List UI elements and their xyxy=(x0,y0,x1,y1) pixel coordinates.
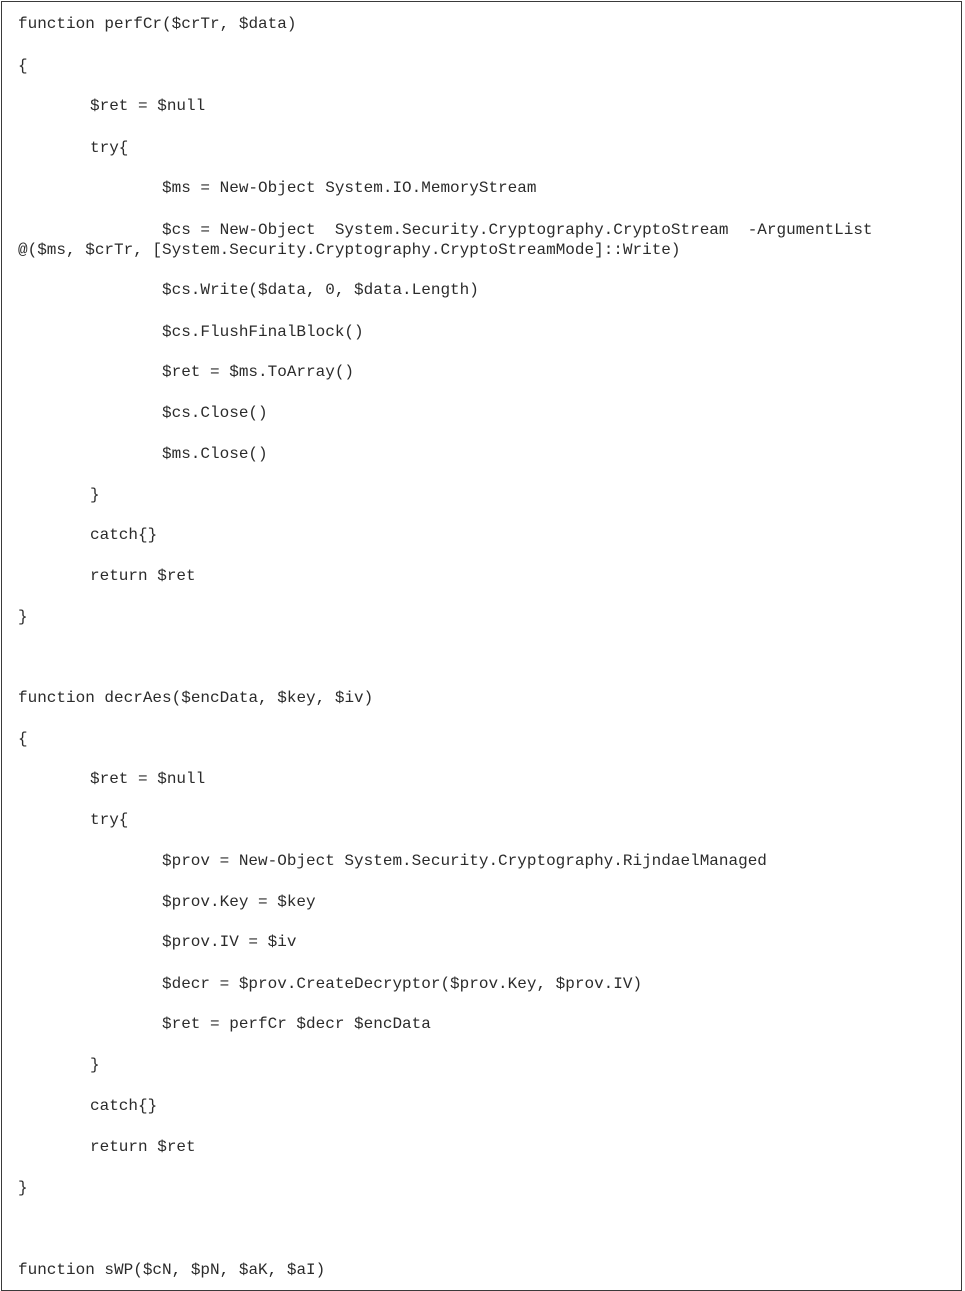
code-line: function perfCr($crTr, $data) xyxy=(18,15,297,33)
code-line: catch{} xyxy=(90,1097,158,1115)
code-line: } xyxy=(90,486,100,504)
code-line: $cs.FlushFinalBlock() xyxy=(162,323,364,341)
code-line: $decr = $prov.CreateDecryptor($prov.Key, $prov.IV) xyxy=(162,975,643,993)
code-line: { xyxy=(18,57,28,75)
code-line: $ms = New-Object System.IO.MemoryStream xyxy=(162,179,537,197)
code-line: @($ms, $crTr, [System.Security.Cryptography.CryptoStreamMode]::Write) xyxy=(18,241,681,259)
code-line: $ret = $ms.ToArray() xyxy=(162,363,355,381)
code-line: $ret = perfCr $decr $encData xyxy=(162,1015,431,1033)
code-line: return $ret xyxy=(90,1138,196,1156)
code-line: { xyxy=(18,730,28,748)
code-line: $ret = $null xyxy=(90,770,206,788)
code-line: function sWP($cN, $pN, $aK, $aI) xyxy=(18,1261,326,1279)
code-line: $prov = New-Object System.Security.Cryptography.RijndaelManaged xyxy=(162,852,767,870)
code-line: $cs.Close() xyxy=(162,404,268,422)
code-line: } xyxy=(90,1056,100,1074)
code-line: $cs = New-Object System.Security.Cryptography.CryptoStream -ArgumentList xyxy=(162,221,873,239)
code-line: try{ xyxy=(90,139,129,157)
code-line: return $ret xyxy=(90,567,196,585)
code-line: $prov.IV = $iv xyxy=(162,933,297,951)
code-line: $ms.Close() xyxy=(162,445,268,463)
code-line: $ret = $null xyxy=(90,97,206,115)
code-line: } xyxy=(18,1179,28,1197)
code-document xyxy=(1,1,962,1291)
code-line: catch{} xyxy=(90,526,158,544)
code-line: $prov.Key = $key xyxy=(162,893,316,911)
code-line: } xyxy=(18,608,28,626)
code-line: try{ xyxy=(90,811,129,829)
code-line: function decrAes($encData, $key, $iv) xyxy=(18,689,374,707)
code-line: $cs.Write($data, 0, $data.Length) xyxy=(162,281,479,299)
